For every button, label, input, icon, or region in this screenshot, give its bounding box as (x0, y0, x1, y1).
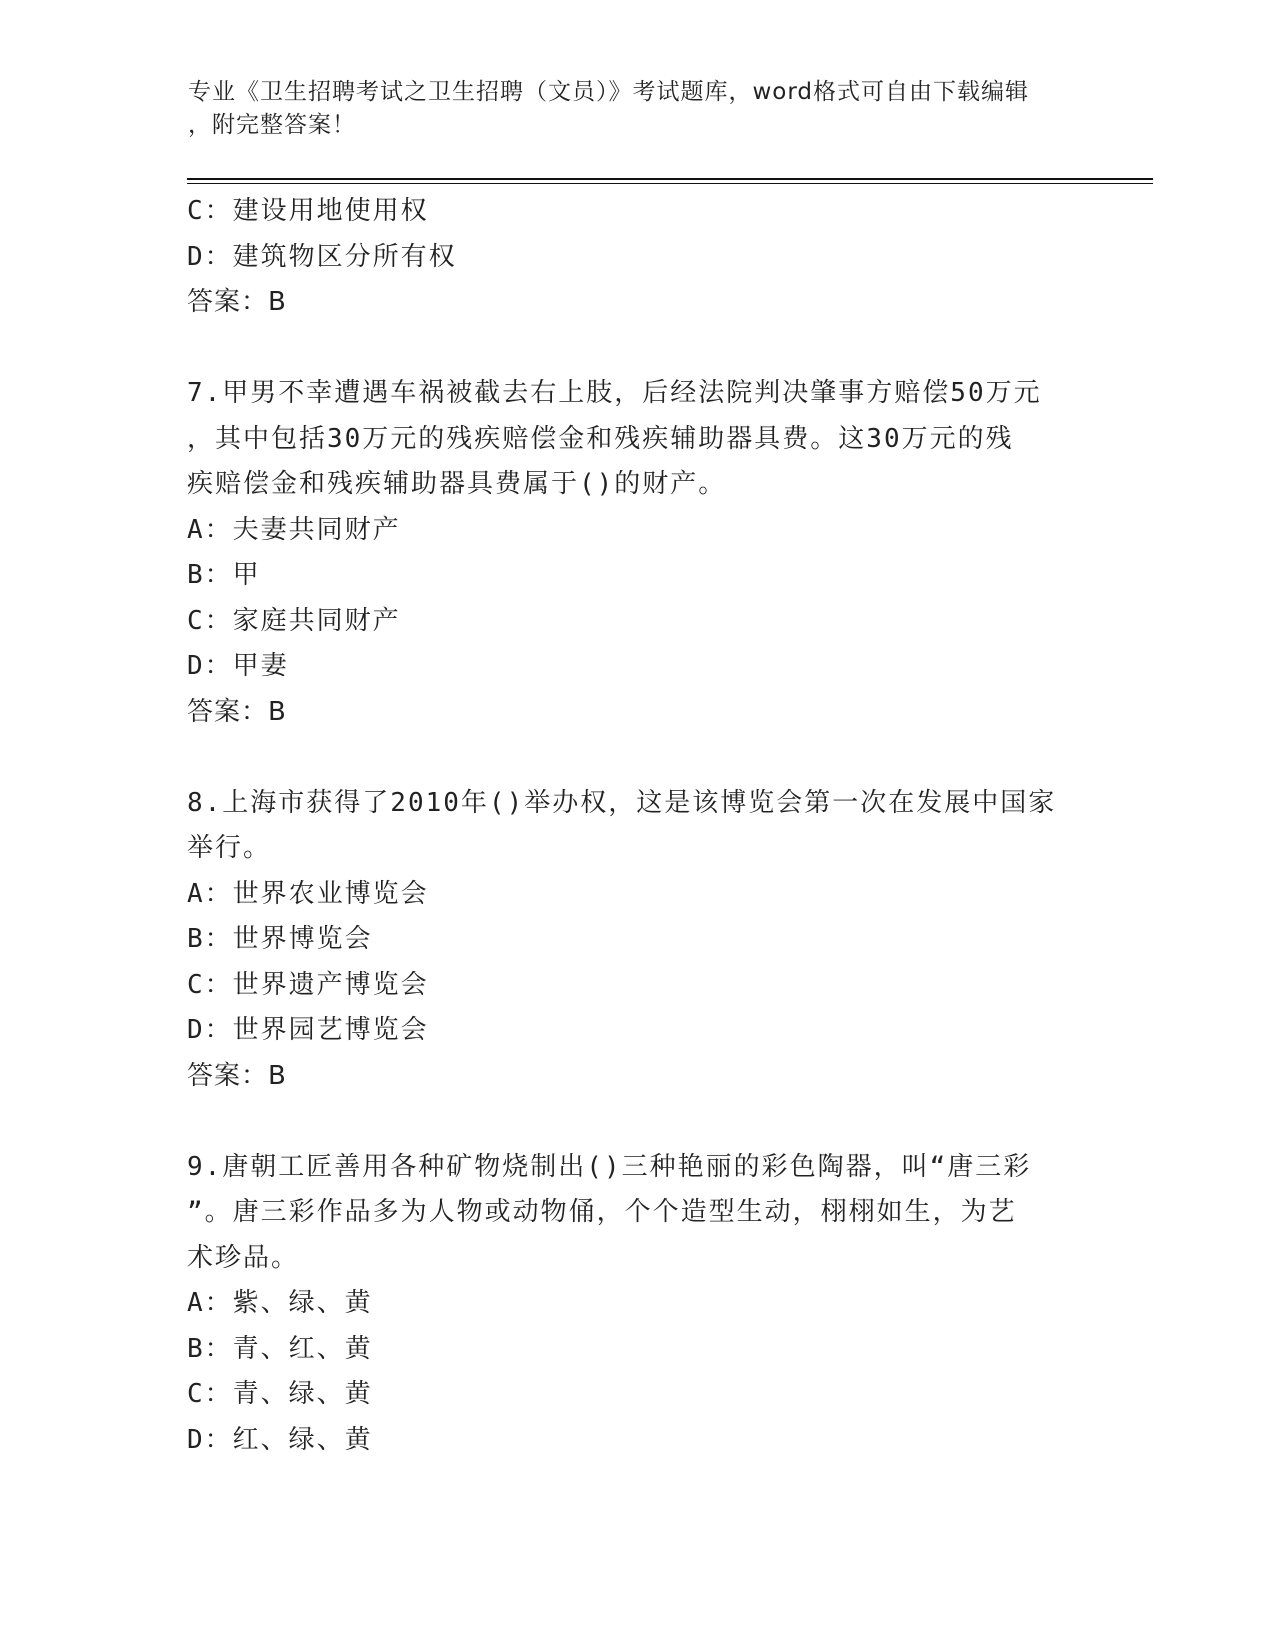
option-c: C：世界遗产博览会 (187, 969, 429, 1000)
answer-line: 答案：B (187, 1060, 287, 1091)
stem-line: ，其中包括30万元的残疾赔偿金和残疾辅助器具费。这30万元的残 (187, 423, 1014, 454)
question-6-tail (187, 189, 1087, 326)
question-stem (187, 371, 1087, 508)
option-a: A：夫妻共同财产 (187, 514, 401, 545)
answer-line: 答案：B (187, 287, 287, 317)
answer-line: 答案：B (187, 696, 287, 727)
option-d: D：世界园艺博览会 (187, 1015, 429, 1045)
option-b: B：甲 (187, 560, 261, 590)
stem-line: 7.甲男不幸遭遇车祸被截去右上肢，后经法院判决肇事方赔偿50万元 (187, 378, 1042, 408)
header-divider (187, 178, 1153, 184)
stem-line: 8.上海市获得了2010年()举办权，这是该博览会第一次在发展中国家 (187, 787, 1057, 818)
option-d: D：建筑物区分所有权 (187, 241, 457, 272)
option-d: D：甲妻 (187, 651, 289, 681)
question-7 (187, 371, 1087, 735)
header-line-1: 专业《卫生招聘考试之卫生招聘（文员）》考试题库，word格式可自由下载编辑 (188, 79, 1030, 105)
option-b: B：世界博览会 (187, 924, 373, 954)
question-stem (187, 781, 1087, 872)
option-a: A：世界农业博览会 (187, 878, 429, 909)
header-line-2: ，附完整答案！ (188, 112, 356, 138)
stem-line: ”。唐三彩作品多为人物或动物俑，个个造型生动，栩栩如生，为艺 (187, 1197, 1017, 1227)
question-list (187, 189, 1087, 1463)
question-9 (187, 1145, 1087, 1464)
option-b: B：青、红、黄 (187, 1333, 373, 1364)
stem-line: 9.唐朝工匠善用各种矿物烧制出()三种艳丽的彩色陶器，叫“唐三彩 (187, 1151, 1032, 1182)
stem-line: 疾赔偿金和残疾辅助器具费属于()的财产。 (187, 469, 727, 499)
option-c: C：家庭共同财产 (187, 605, 401, 636)
option-d: D：红、绿、黄 (187, 1424, 373, 1455)
option-a: A：紫、绿、黄 (187, 1288, 373, 1318)
question-stem (187, 1145, 1087, 1282)
page-header (188, 76, 1058, 142)
option-c: C：建设用地使用权 (187, 196, 429, 226)
option-c: C：青、绿、黄 (187, 1379, 373, 1409)
stem-line: 举行。 (187, 833, 272, 863)
stem-line: 术珍品。 (187, 1242, 300, 1273)
question-8 (187, 781, 1087, 1100)
